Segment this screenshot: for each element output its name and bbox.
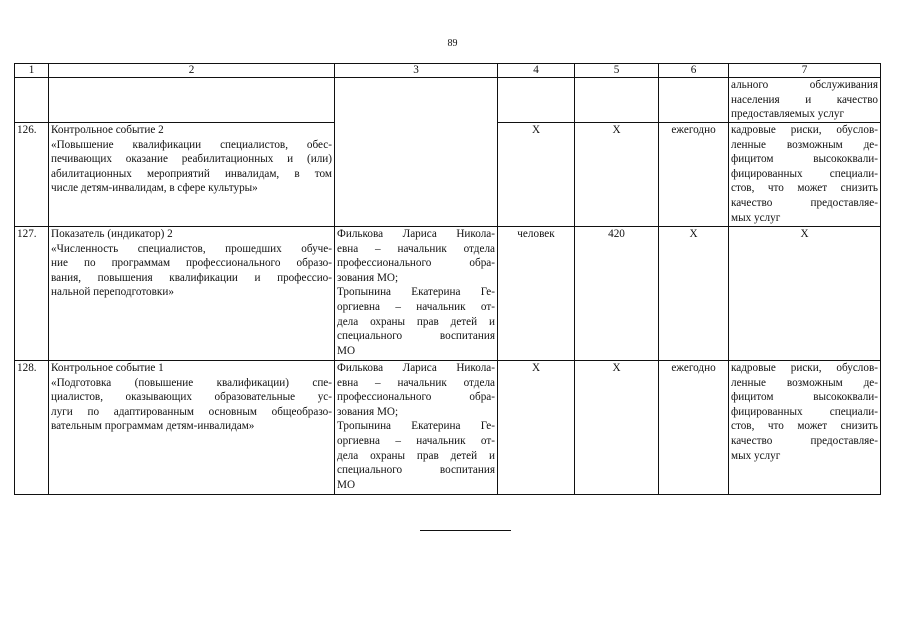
continuation-row bbox=[15, 78, 881, 123]
text-line: циалистов, оказывающих образовательные ус- bbox=[51, 391, 332, 404]
text-line: профессионального обра- bbox=[337, 391, 495, 404]
indicator-cell bbox=[49, 227, 335, 361]
risk-cell bbox=[729, 123, 881, 227]
column-header: 6 bbox=[659, 64, 729, 78]
text-line: луги по адаптированным основным общеобразо- bbox=[51, 405, 332, 418]
period-cell: ежегодно bbox=[659, 361, 729, 495]
text-line: кадровые риски, обуслов- bbox=[731, 362, 878, 374]
risk-cell bbox=[729, 361, 881, 495]
text-line: качество предоставляе- bbox=[731, 196, 878, 209]
unit-cell: Х bbox=[498, 123, 575, 227]
risk-cell bbox=[729, 78, 881, 123]
text-line: дела охраны прав детей и bbox=[337, 449, 495, 462]
text-line: «Численность специалистов, прошедших обуче- bbox=[51, 242, 332, 255]
value-cell: Х bbox=[575, 361, 659, 495]
text-line: мых услуг bbox=[731, 449, 781, 462]
text-line: дела охраны прав детей и bbox=[337, 315, 495, 328]
text-line: ального обслуживания bbox=[731, 79, 878, 91]
value-cell: Х bbox=[575, 123, 659, 227]
text-line: качество предоставляе- bbox=[731, 434, 878, 447]
column-header-row bbox=[15, 64, 881, 78]
footer-divider bbox=[420, 530, 511, 531]
column-header: 1 bbox=[15, 64, 49, 78]
text-line: ленные возможным де- bbox=[731, 138, 878, 151]
text-line: фицированных специали- bbox=[731, 167, 878, 180]
text-line: вания, повышения квалификации и профессио- bbox=[51, 271, 332, 284]
text-line: ленные возможным де- bbox=[731, 376, 878, 389]
page-number: 89 bbox=[447, 38, 458, 49]
text-line: «Повышение квалификации специалистов, обес- bbox=[51, 138, 332, 151]
responsible-cell bbox=[335, 361, 498, 495]
text-line: зования МО; bbox=[337, 405, 399, 418]
text-line: Тропынина Екатерина Ге- bbox=[337, 420, 495, 433]
text-line: вательным программам детям-инвалидам» bbox=[51, 420, 255, 433]
row-number-cell bbox=[15, 78, 49, 123]
row-number-cell: 126. bbox=[15, 123, 49, 227]
column-header: 3 bbox=[335, 64, 498, 78]
event-title: Показатель (индикатор) 2 bbox=[51, 228, 173, 240]
text-line: Филькова Лариса Никола- bbox=[337, 228, 495, 240]
text-line: стов, что может снизить bbox=[731, 420, 878, 433]
event-cell bbox=[49, 78, 335, 123]
responsible-cell bbox=[335, 227, 498, 361]
period-cell: Х bbox=[659, 227, 729, 361]
event-title: Контрольное событие 1 bbox=[51, 362, 164, 374]
text-line: фицитом высококвали- bbox=[731, 391, 878, 404]
column-header: 5 bbox=[575, 64, 659, 78]
column-header: 2 bbox=[49, 64, 335, 78]
text-line: ние по программам профессионального образо- bbox=[51, 257, 332, 270]
unit-cell bbox=[498, 78, 575, 123]
text-line: МО bbox=[337, 478, 356, 491]
period-cell bbox=[659, 78, 729, 123]
text-line: специального воспитания bbox=[337, 464, 495, 477]
text-line: предоставляемых услуг bbox=[731, 108, 845, 121]
measures-table bbox=[14, 63, 881, 495]
event-cell bbox=[49, 361, 335, 495]
text-line: профессионального обра- bbox=[337, 257, 495, 270]
text-line: числе детям-инвалидам, в сфере культуры» bbox=[51, 182, 258, 195]
text-line: Филькова Лариса Никола- bbox=[337, 362, 495, 374]
text-line: оргиевна – начальник от- bbox=[337, 434, 495, 447]
text-line: «Подготовка (повышение квалификации) спе- bbox=[51, 376, 332, 389]
text-line: кадровые риски, обуслов- bbox=[731, 124, 878, 136]
text-line: оргиевна – начальник от- bbox=[337, 300, 495, 313]
text-line: МО bbox=[337, 344, 356, 357]
text-line: зования МО; bbox=[337, 271, 399, 284]
risk-cell bbox=[729, 227, 881, 361]
unit-cell: Х bbox=[498, 361, 575, 495]
text-line: фицированных специали- bbox=[731, 405, 878, 418]
event-title: Контрольное событие 2 bbox=[51, 124, 164, 136]
text-line: абилитационных мероприятий инвалидам, в том bbox=[51, 167, 332, 180]
text-line: печивающих оказание реабилитационных и (или) bbox=[51, 153, 332, 166]
text-line: Х bbox=[800, 228, 809, 240]
text-line: специального воспитания bbox=[337, 330, 495, 343]
period-cell: ежегодно bbox=[659, 123, 729, 227]
value-cell: 420 bbox=[575, 227, 659, 361]
column-header: 4 bbox=[498, 64, 575, 78]
row-number-cell: 128. bbox=[15, 361, 49, 495]
event-cell bbox=[49, 123, 335, 227]
column-header: 7 bbox=[729, 64, 881, 78]
row-number-cell: 127. bbox=[15, 227, 49, 361]
text-line: Тропынина Екатерина Ге- bbox=[337, 286, 495, 299]
text-line: стов, что может снизить bbox=[731, 182, 878, 195]
table-row bbox=[15, 361, 881, 495]
unit-cell: человек bbox=[498, 227, 575, 361]
text-line: мых услуг bbox=[731, 211, 781, 224]
text-line: нальной переподготовки» bbox=[51, 286, 174, 299]
text-line: фицитом высококвали- bbox=[731, 153, 878, 166]
text-line: евна – начальник отдела bbox=[337, 376, 495, 389]
text-line: евна – начальник отдела bbox=[337, 242, 495, 255]
table-row bbox=[15, 227, 881, 361]
value-cell bbox=[575, 78, 659, 123]
text-line: населения и качество bbox=[731, 93, 878, 106]
responsible-cell bbox=[335, 78, 498, 227]
